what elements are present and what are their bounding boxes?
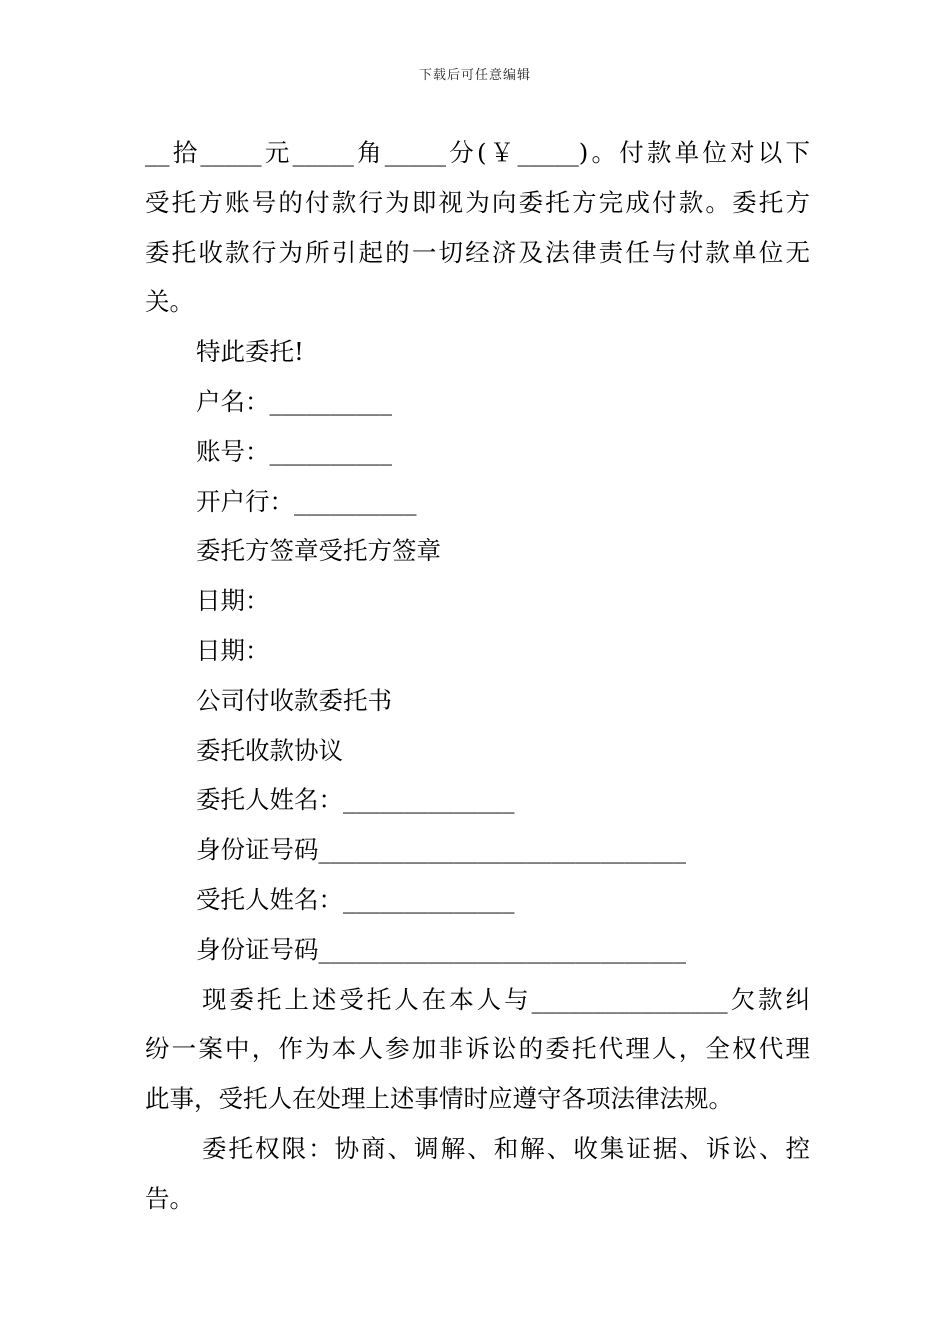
paragraph-line: 关。	[145, 287, 194, 317]
bank-field: 开户行：__________	[196, 486, 417, 516]
paragraph-line: 此事，受托人在处理上述事情时应遵守各项法律法规。	[145, 1084, 733, 1114]
paragraph-line: 告。	[145, 1183, 194, 1213]
paragraph-line: __拾_____元_____角_____分(￥_____)。付款单位对以下	[145, 138, 810, 167]
signature-line: 委托方签章受托方签章	[196, 536, 441, 566]
account-number-field: 账号：__________	[196, 436, 392, 466]
paragraph-line: 现委托上述受托人在本人与________________欠款纠	[202, 984, 810, 1014]
date-field: 日期：	[196, 586, 270, 616]
principal-id-field: 身份证号码______________________________	[196, 835, 686, 865]
closing-text: 特此委托!	[196, 337, 304, 367]
page-header: 下载后可任意编辑	[418, 68, 531, 83]
paragraph-line: 纷一案中，作为本人参加非诉讼的委托代理人，全权代理	[145, 1034, 810, 1064]
agent-name-field: 受托人姓名：______________	[196, 884, 515, 914]
principal-name-field: 委托人姓名：______________	[196, 785, 515, 815]
account-name-field: 户名：__________	[196, 386, 392, 416]
paragraph-line: 受托方账号的付款行为即视为向委托方完成付款。委托方	[145, 187, 810, 217]
paragraph-line: 委托收款行为所引起的一切经济及法律责任与付款单位无	[145, 237, 810, 267]
paragraph-line: 委托权限：协商、调解、和解、收集证据、诉讼、控	[202, 1133, 810, 1163]
document-body	[145, 128, 810, 1224]
section-title: 公司付收款委托书	[196, 685, 392, 715]
agent-id-field: 身份证号码______________________________	[196, 934, 686, 964]
date-field: 日期：	[196, 635, 270, 665]
section-title: 委托收款协议	[196, 735, 343, 765]
